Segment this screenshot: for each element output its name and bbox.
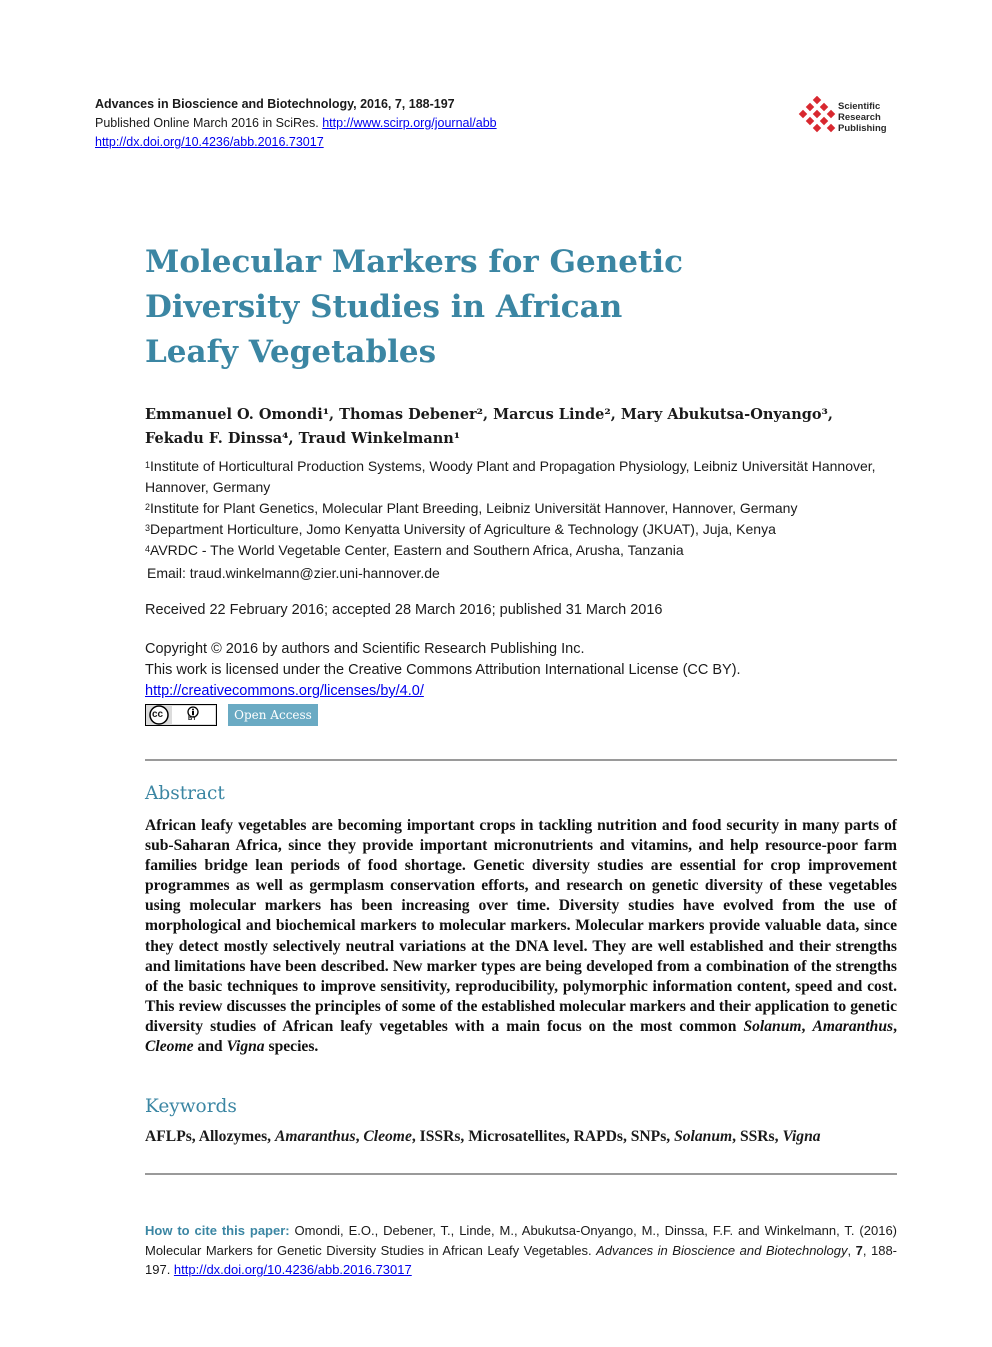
keyword-italic: Solanum bbox=[674, 1128, 733, 1145]
title-line-1: Molecular Markers for Genetic bbox=[145, 244, 683, 280]
paper-title bbox=[145, 240, 705, 375]
keyword-text: , SSRs, bbox=[732, 1128, 783, 1145]
abstract-sep: and bbox=[193, 1038, 227, 1056]
abstract-end: species. bbox=[264, 1038, 319, 1056]
affiliation-number: 2 bbox=[145, 502, 151, 512]
title-line-3: Leafy Vegetables bbox=[145, 334, 437, 370]
by-text: BY bbox=[188, 716, 197, 722]
affiliation-4 bbox=[145, 540, 905, 561]
open-access-badge[interactable]: Open Access bbox=[228, 704, 318, 726]
journal-header bbox=[95, 95, 497, 152]
species-amaranthus: Amaranthus bbox=[812, 1017, 894, 1035]
abstract-sep: , bbox=[893, 1017, 898, 1035]
bottom-divider bbox=[145, 1173, 897, 1175]
cite-volume: 7 bbox=[855, 1242, 863, 1258]
cite-text: , 188-197. bbox=[145, 1242, 898, 1277]
cite-lead: How to cite this paper: bbox=[145, 1223, 290, 1238]
abstract-text: African leafy vegetables are becoming important crops in tackling nutrition and food security in many parts of sub-Saharan Africa, since they provide important micronutrients and vitamins, and help resource-poor farm families bridge lean periods of food shortage. Genetic diversity studies are essential for crop improvement programmes as well as germplasm conservation efforts, and research on genetic diversity of these vegetables using molecular markers has been increasing over time. Diversity studies have evolved from the use of morphological and biochemical markers to molecular markers. Molecular markers provide valuable data, since they detect mostly selectively neutral variations at the DNA level. They are well established and their strengths and limitations have been described. New marker types are being developed from a combination of the strengths of the basic techniques to improve sensitivity, reproducibility, polymorphic information content, speed and cost. This review discusses the principles of some of the established molecular markers and their application to genetic diversity studies of African leafy vegetables with a main focus on the most common bbox=[145, 817, 897, 1035]
author-list bbox=[145, 403, 905, 451]
abstract-sep: , bbox=[801, 1017, 813, 1035]
corresponding-email: Email: traud.winkelmann@zier.uni-hannover.de bbox=[147, 565, 440, 581]
keyword-text: , ISSRs, Microsatellites, RAPDs, SNPs, bbox=[411, 1128, 675, 1145]
authors-line-1: Emmanuel O. Omondi¹, Thomas Debener², Marcus Linde², Mary Abukutsa-Onyango³, bbox=[145, 406, 833, 423]
keyword-italic: Vigna bbox=[782, 1128, 821, 1145]
journal-url-link[interactable]: http://www.scirp.org/journal/abb bbox=[322, 116, 497, 130]
affiliation-2 bbox=[145, 498, 905, 519]
keywords-heading: Keywords bbox=[145, 1096, 237, 1117]
cite-text: Omondi, E.O., Debener, T., Linde, M., Abukutsa-Onyango, M., Dinssa, F.F. and Winkelmann, T. (2016) Molecular Markers for Genetic Diversity Studies in African Leafy Vegetables. bbox=[145, 1223, 897, 1258]
cc-text: cc bbox=[152, 709, 164, 720]
copyright-line: Copyright © 2016 by authors and Scientific Research Publishing Inc. bbox=[145, 641, 585, 657]
keyword-italic: Amaranthus bbox=[274, 1128, 356, 1145]
keyword-italic: Cleome bbox=[363, 1128, 412, 1145]
affiliation-text: Institute for Plant Genetics, Molecular Plant Breeding, Leibniz Universität Hannover, Hannover, Germany bbox=[150, 500, 798, 516]
keyword-text: , bbox=[355, 1128, 364, 1145]
license-line: This work is licensed under the Creative Commons Attribution International License (CC BY). bbox=[145, 662, 741, 678]
copyright-block bbox=[145, 639, 741, 702]
journal-citation-line: Advances in Bioscience and Biotechnology, 2016, 7, 188-197 bbox=[95, 97, 455, 111]
species-vigna: Vigna bbox=[226, 1038, 265, 1056]
affiliation-number: 3 bbox=[145, 523, 151, 533]
affiliation-1 bbox=[145, 456, 905, 498]
authors-line-2: Fekadu F. Dinssa⁴, Traud Winkelmann¹ bbox=[145, 430, 461, 447]
keyword-text: AFLPs, Allozymes, bbox=[145, 1128, 275, 1145]
scirp-diamond-icon bbox=[797, 96, 837, 140]
logo-line-2: Research bbox=[838, 112, 881, 123]
logo-line-3: Publishing bbox=[838, 123, 887, 134]
abstract-heading: Abstract bbox=[145, 783, 225, 804]
cc-by-badge[interactable] bbox=[145, 704, 217, 726]
cite-journal: Advances in Bioscience and Biotechnology bbox=[596, 1242, 848, 1258]
cite-doi-link[interactable]: http://dx.doi.org/10.4236/abb.2016.73017 bbox=[173, 1262, 412, 1277]
keywords-list bbox=[145, 1128, 897, 1146]
top-divider bbox=[145, 759, 897, 761]
title-line-2: Diversity Studies in African bbox=[145, 289, 623, 325]
abstract-body bbox=[145, 816, 897, 1057]
affiliation-number: 4 bbox=[145, 544, 151, 554]
doi-link[interactable]: http://dx.doi.org/10.4236/abb.2016.73017 bbox=[95, 135, 324, 149]
affiliation-number: 1 bbox=[145, 460, 151, 470]
affiliation-text: Institute of Horticultural Production Systems, Woody Plant and Propagation Physiology, Leibniz Universität Hannover, Hannover, Germany bbox=[145, 458, 876, 495]
logo-wordmark bbox=[838, 101, 887, 134]
species-cleome: Cleome bbox=[145, 1038, 194, 1056]
species-solanum: Solanum bbox=[743, 1017, 802, 1035]
affiliation-3 bbox=[145, 519, 905, 540]
scirp-logo bbox=[797, 96, 907, 140]
published-line bbox=[95, 114, 497, 133]
affiliations bbox=[145, 456, 905, 561]
affiliation-text: AVRDC - The World Vegetable Center, Eastern and Southern Africa, Arusha, Tanzania bbox=[150, 542, 684, 558]
license-url-link[interactable]: http://creativecommons.org/licenses/by/4.0/ bbox=[145, 683, 424, 699]
received-dates: Received 22 February 2016; accepted 28 March 2016; published 31 March 2016 bbox=[145, 602, 663, 618]
logo-line-1: Scientific bbox=[838, 101, 881, 112]
how-to-cite bbox=[145, 1221, 897, 1280]
affiliation-text: Department Horticulture, Jomo Kenyatta University of Agriculture & Technology (JKUAT), Juja, Kenya bbox=[150, 521, 776, 537]
published-text: Published Online March 2016 in SciRes. bbox=[95, 116, 319, 130]
cite-text: , bbox=[847, 1242, 856, 1258]
